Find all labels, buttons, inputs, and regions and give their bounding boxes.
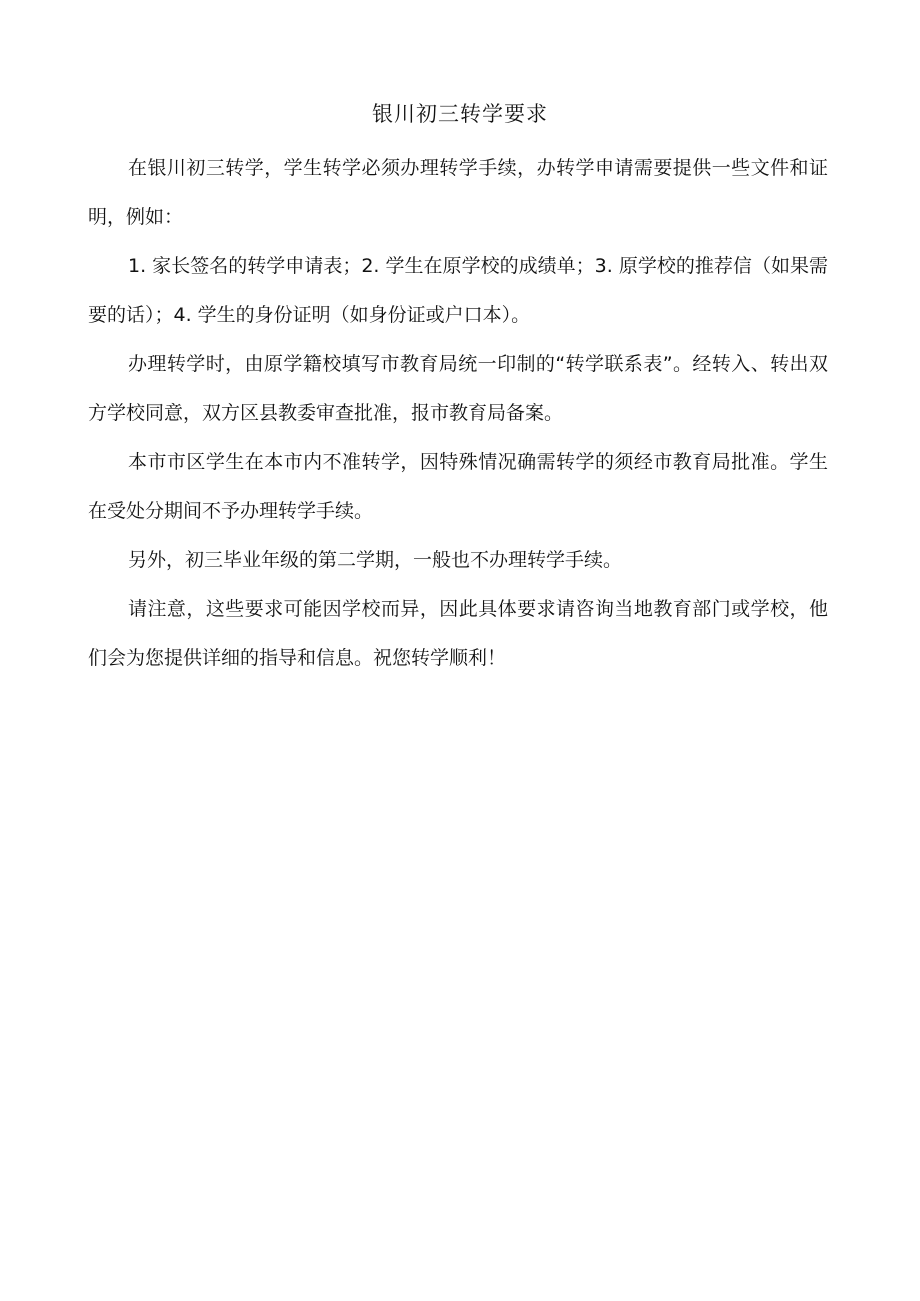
paragraph-intro: 在银川初三转学，学生转学必须办理转学手续，办转学申请需要提供一些文件和证明，例如： [88,157,828,228]
paragraph-transfer-procedure: 办理转学时，由原学籍校填写市教育局统一印制的“转学联系表”。经转入、转出双方学校同意，双方区县教委审查批准，报市教育局备案。 [88,353,828,424]
paragraph-graduation-semester: 另外，初三毕业年级的第二学期，一般也不办理转学手续。 [128,549,623,571]
document-title: 银川初三转学要求 [372,102,548,126]
paragraph-city-restriction: 本市市区学生在本市内不准转学，因特殊情况确需转学的须经市教育局批准。学生在受处分期间不予办理转学手续。 [88,451,828,522]
document-body [88,144,828,683]
paragraph-note: 请注意，这些要求可能因学校而异，因此具体要求请咨询当地教育部门或学校，他们会为您提供详细的指导和信息。祝您转学顺利！ [88,598,828,669]
paragraph-required-documents: 1. 家长签名的转学申请表；2. 学生在原学校的成绩单；3. 原学校的推荐信（如果需要的话）；4. 学生的身份证明（如身份证或户口本）。 [88,255,828,326]
